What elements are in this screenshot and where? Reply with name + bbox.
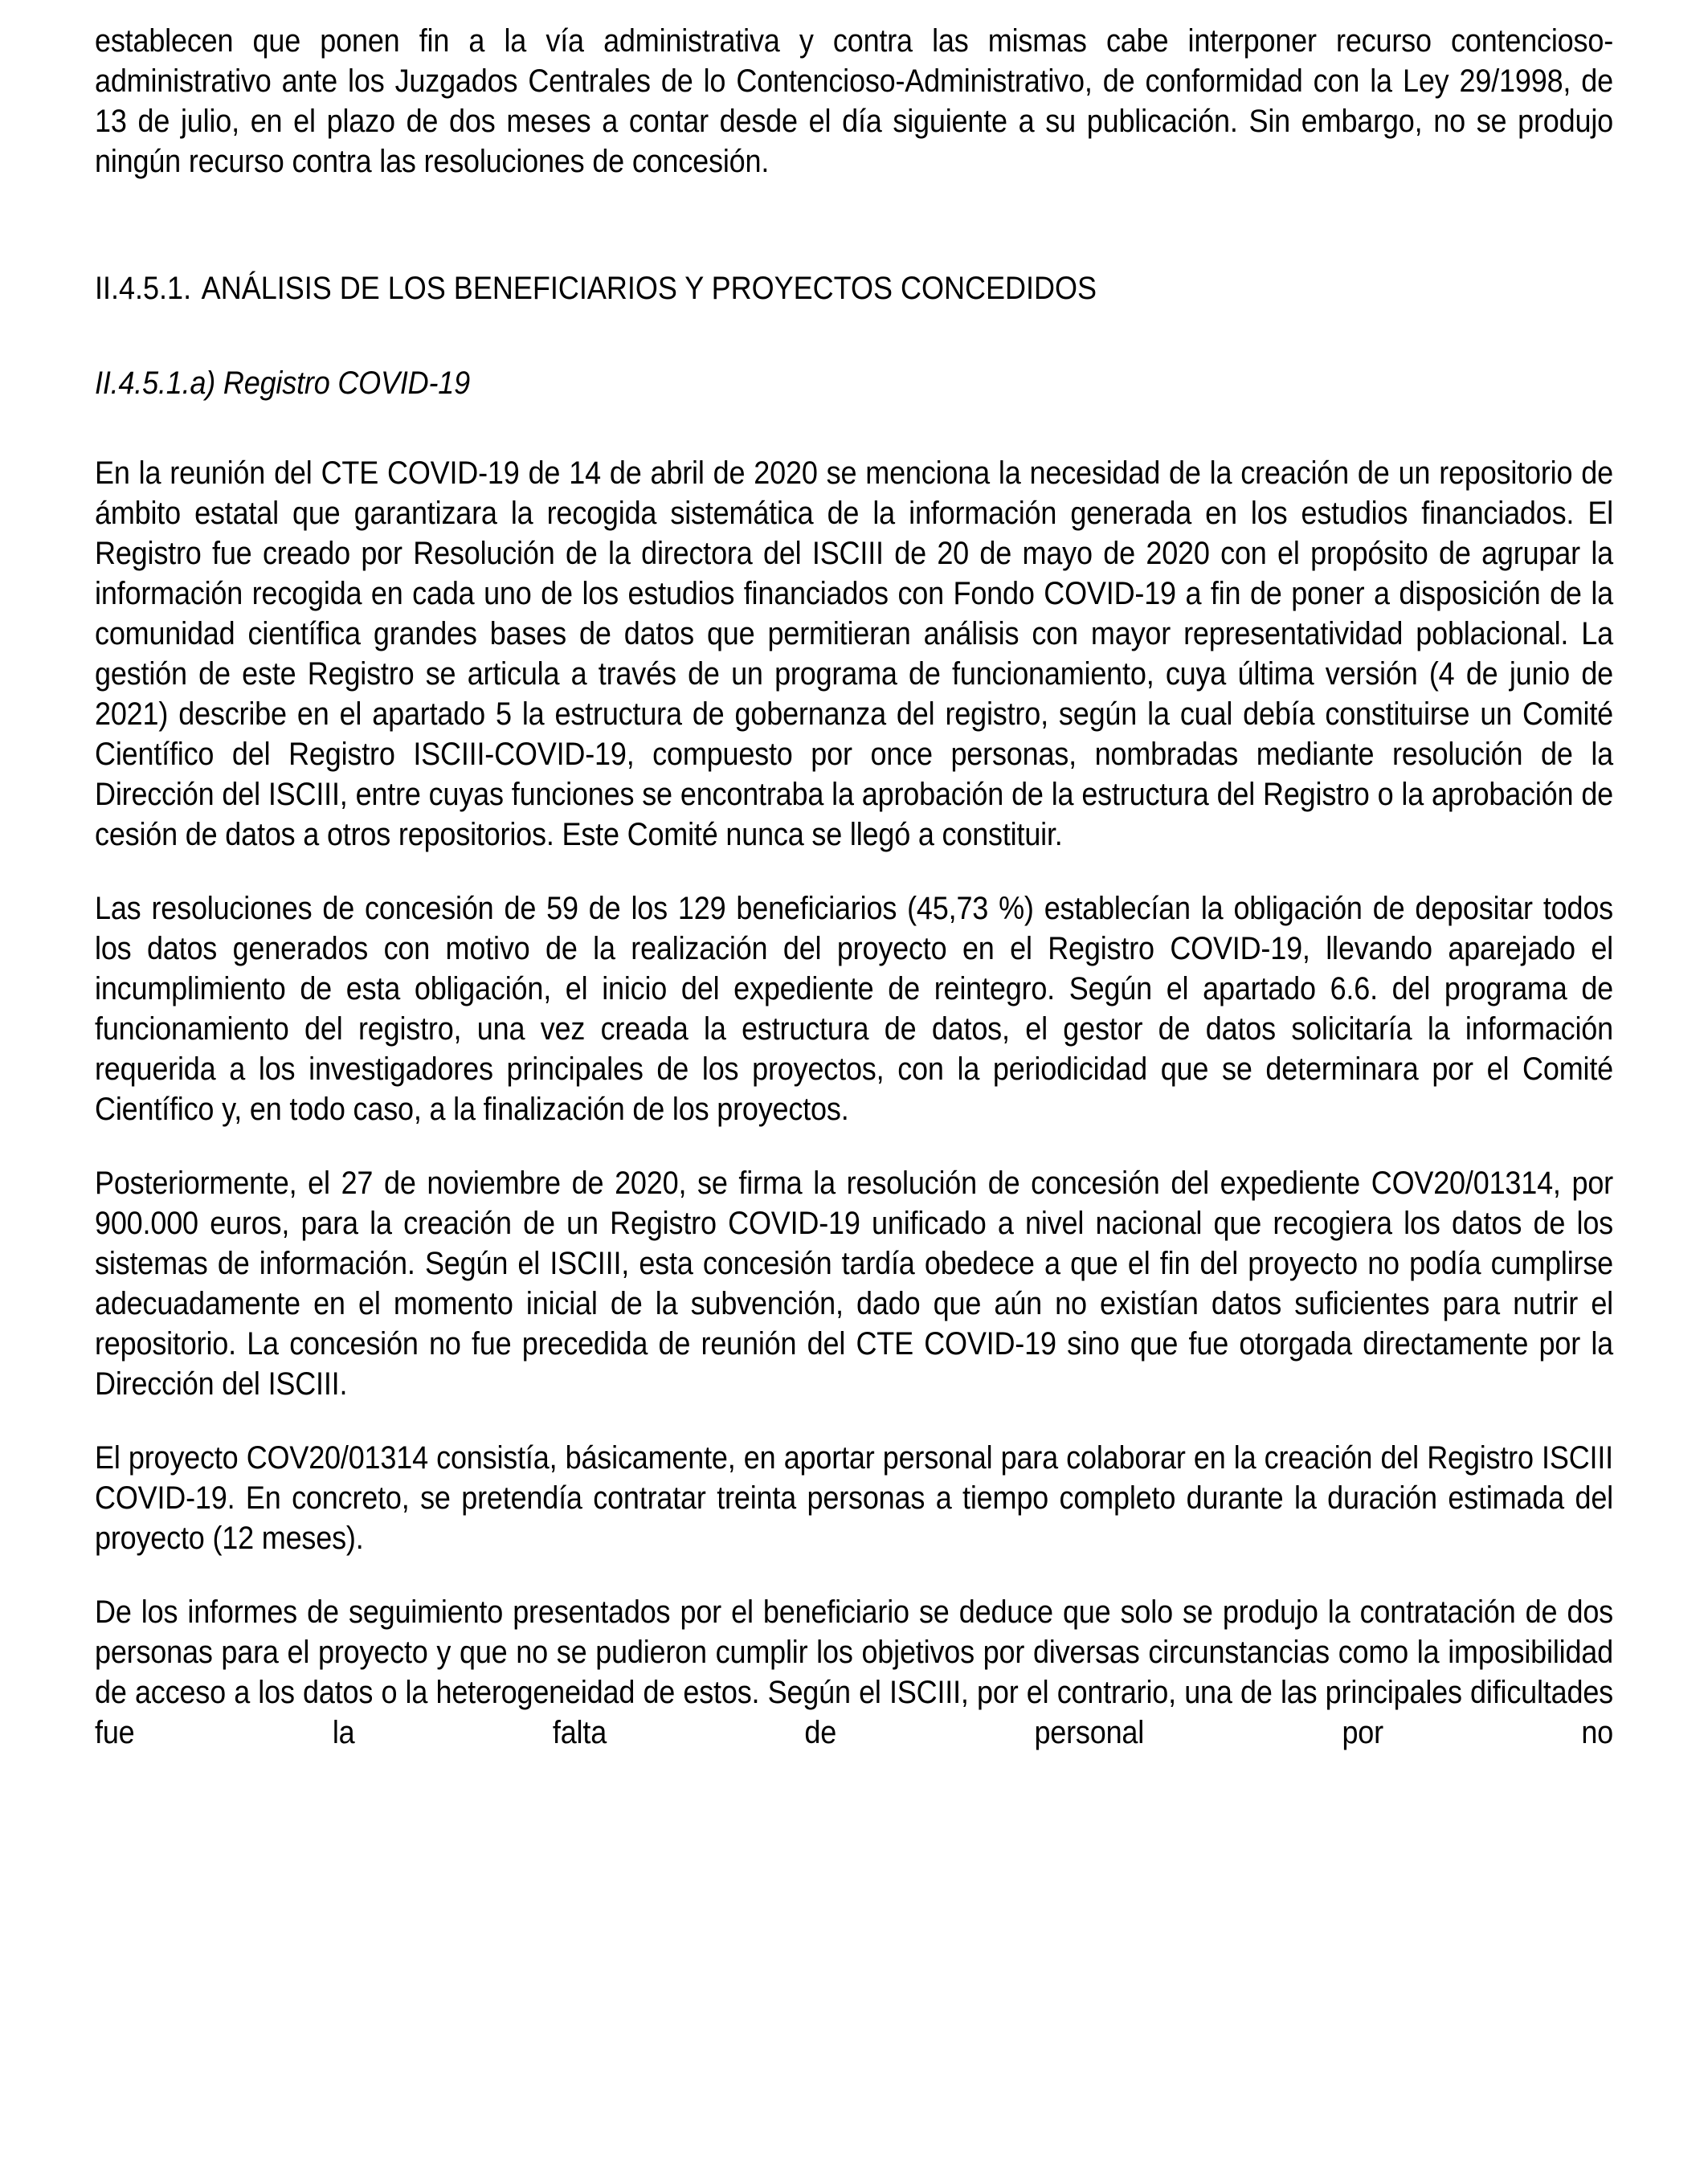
paragraph-resolucion-concesion: Posteriormente, el 27 de noviembre de 2020, se firma la resolución de concesión del expediente COV20/01314, por 900.000 euros, para la creación de un Registro COVID-19 unificado a nivel nacional que recogiera los datos de los sistemas de información. Según el ISCIII, esta concesión tardía obedece a que el fin del proyecto no podía cumplirse adecuadamente en el momento inicial de la subvención, dado que aún no existían datos suficientes para nutrir el repositorio. La concesión no fue precedida de reunión del CTE COVID-19 sino que fue otorgada directamente por la Dirección del ISCIII. <box>95 1166 1613 1402</box>
page-content <box>95 21 1613 1793</box>
section-heading <box>95 268 1613 308</box>
paragraph-intro: establecen que ponen fin a la vía administrativa y contra las mismas cabe interponer recurso contencioso-administrativo ante los Juzgados Centrales de lo Contencioso-Administrativo, de conformidad con la Ley 29/1998, de 13 de julio, en el plazo de dos meses a contar desde el día siguiente a su publicación. Sin embargo, no se produjo ningún recurso contra las resoluciones de concesión. <box>95 23 1613 179</box>
spacer-before-section-heading <box>95 215 1613 268</box>
subsection-heading: II.4.5.1.a) Registro COVID-19 <box>95 365 470 401</box>
spacer-before-subheading <box>95 308 1613 363</box>
paragraph-informes-seguimiento: De los informes de seguimiento presentados por el beneficiario se deduce que solo se produjo la contratación de dos personas para el proyecto y que no se pudieron cumplir los objetivos por diversas circunstancias como la imposibilidad de acceso a los datos o la heterogeneidad de estos. Según el ISCIII, por el contrario, una de las principales dificultades fue la falta de personal por no <box>95 1594 1613 1750</box>
section-heading-title: ANÁLISIS DE LOS BENEFICIARIOS Y PROYECTOS CONCEDIDOS <box>201 271 1097 306</box>
spacer-before-body <box>95 403 1613 453</box>
section-heading-number: II.4.5.1. <box>95 271 192 306</box>
paragraph-registro-creacion: En la reunión del CTE COVID-19 de 14 de abril de 2020 se menciona la necesidad de la creación de un repositorio de ámbito estatal que garantizara la recogida sistemática de la información generada en los estudios financiados. El Registro fue creado por Resolución de la directora del ISCIII de 20 de mayo de 2020 con el propósito de agrupar la información recogida en cada uno de los estudios financiados con Fondo COVID-19 a fin de poner a disposición de la comunidad científica grandes bases de datos que permitieran análisis con mayor representatividad poblacional. La gestión de este Registro se articula a través de un programa de funcionamiento, cuya última versión (4 de junio de 2021) describe en el apartado 5 la estructura de gobernanza del registro, según la cual debía constituirse un Comité Científico del Registro ISCIII-COVID-19, compuesto por once personas, nombradas mediante resolución de la Dirección del ISCIII, entre cuyas funciones se encontraba la aprobación de la estructura del Registro o la aprobación de cesión de datos a otros repositorios. Este Comité nunca se llegó a constituir. <box>95 455 1613 852</box>
paragraph-proyecto-personal: El proyecto COV20/01314 consistía, básicamente, en aportar personal para colaborar en la creación del Registro ISCIII COVID-19. En concreto, se pretendía contratar treinta personas a tiempo completo durante la duración estimada del proyecto (12 meses). <box>95 1440 1613 1556</box>
paragraph-resoluciones-obligacion: Las resoluciones de concesión de 59 de los 129 beneficiarios (45,73 %) establecían la obligación de depositar todos los datos generados con motivo de la realización del proyecto en el Registro COVID-19, llevando aparejado el incumplimiento de esta obligación, el inicio del expediente de reintegro. Según el apartado 6.6. del programa de funcionamiento del registro, una vez creada la estructura de datos, el gestor de datos solicitaría la información requerida a los investigadores principales de los proyectos, con la periodicidad que se determinara por el Comité Científico y, en todo caso, a la finalización de los proyectos. <box>95 891 1613 1127</box>
